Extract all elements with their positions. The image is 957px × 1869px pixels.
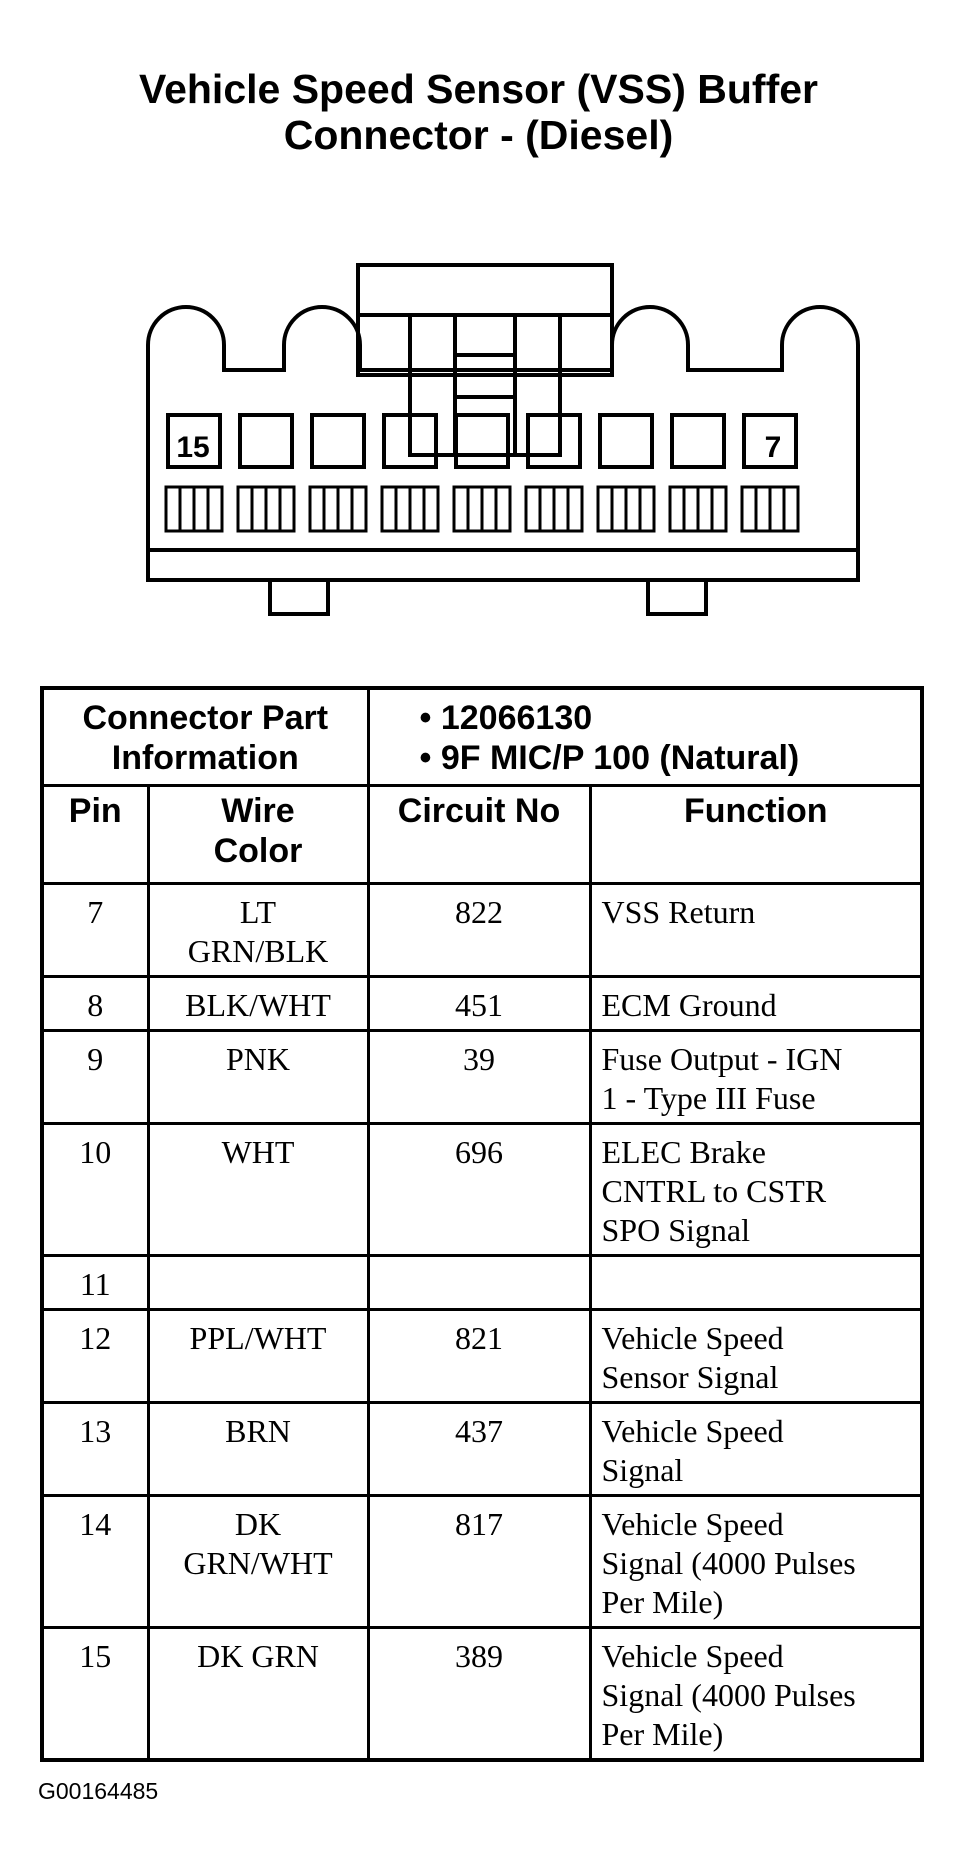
- pin-function-line: Sensor Signal: [601, 1359, 779, 1395]
- figure-id: G00164485: [38, 1778, 159, 1804]
- title-line-2: Connector - (Diesel): [283, 112, 674, 158]
- part-description: • 9F MIC/P 100 (Natural): [420, 738, 921, 778]
- pin-number: 9: [42, 1031, 148, 1124]
- pin-function: [590, 884, 922, 977]
- pin-number: 13: [42, 1403, 148, 1496]
- latch-housing-top: [358, 265, 612, 315]
- header-pin: Pin: [42, 786, 148, 884]
- wire-color-line: DK: [234, 1506, 282, 1542]
- pin-number: 14: [42, 1496, 148, 1628]
- pin-function-line: SPO Signal: [601, 1212, 750, 1248]
- connector-body: [148, 307, 858, 580]
- pin-number: 8: [42, 977, 148, 1031]
- wire-color-line: PPL/WHT: [189, 1320, 327, 1356]
- part-number: • 12066130: [420, 698, 921, 738]
- pin-row: [42, 1256, 922, 1310]
- pin-function: [590, 1628, 922, 1761]
- part-info-values: [368, 688, 922, 786]
- pin-cavity: [600, 415, 652, 467]
- circuit-number: 822: [368, 884, 590, 977]
- wire-color: [148, 884, 368, 977]
- pin-number: 12: [42, 1310, 148, 1403]
- pin-row: [42, 1031, 922, 1124]
- pin-cavity: [312, 415, 364, 467]
- latch-housing-lower: [358, 315, 612, 375]
- circuit-number: 437: [368, 1403, 590, 1496]
- pin-number: 15: [42, 1628, 148, 1761]
- pin-label-15: 15: [176, 431, 210, 464]
- wire-color: [148, 1310, 368, 1403]
- pin-function-line: Fuse Output - IGN: [601, 1041, 843, 1077]
- part-info-label-line-1: Connector Part: [82, 699, 329, 737]
- pin-row: [42, 977, 922, 1031]
- connector-pin-table: [40, 686, 924, 1762]
- circuit-number: 451: [368, 977, 590, 1031]
- pin-number: 10: [42, 1124, 148, 1256]
- pin-row: [42, 1403, 922, 1496]
- pin-cavity: [528, 415, 580, 467]
- header-wire-color-line-2: Color: [213, 832, 303, 870]
- circuit-number: 39: [368, 1031, 590, 1124]
- wire-color: [148, 1256, 368, 1310]
- pin-function-line: Vehicle Speed: [601, 1638, 784, 1674]
- pin-function-line: Signal: [601, 1452, 684, 1488]
- pin-label-7: 7: [764, 431, 782, 464]
- header-row: [42, 786, 922, 884]
- header-circuit-no: Circuit No: [368, 786, 590, 884]
- header-wire-color-line-1: Wire: [221, 792, 295, 830]
- pin-function-line: Signal (4000 Pulses: [601, 1545, 856, 1581]
- part-info-label-line-2: Information: [111, 739, 299, 777]
- part-info-row: [42, 688, 922, 786]
- circuit-number: 696: [368, 1124, 590, 1256]
- pin-function: [590, 1403, 922, 1496]
- pin-row: [42, 1124, 922, 1256]
- pin-function-line: Vehicle Speed: [601, 1320, 784, 1356]
- pin-cavity: [672, 415, 724, 467]
- circuit-number: 389: [368, 1628, 590, 1761]
- part-info-label: [42, 688, 368, 786]
- wire-color: [148, 1496, 368, 1628]
- wire-color-line: DK GRN: [197, 1638, 319, 1674]
- header-wire-color: [148, 786, 368, 884]
- pin-function-line: Vehicle Speed: [601, 1506, 784, 1542]
- connector-foot-right: [648, 580, 706, 614]
- pin-function-line: ECM Ground: [601, 987, 777, 1023]
- pin-function-line: 1 - Type III Fuse: [601, 1080, 816, 1116]
- pin-row: [42, 884, 922, 977]
- wire-color-line: GRN/WHT: [183, 1545, 333, 1581]
- pin-function-line: VSS Return: [601, 894, 756, 930]
- wire-color: [148, 1031, 368, 1124]
- wire-color: [148, 1124, 368, 1256]
- pin-number: 11: [42, 1256, 148, 1310]
- pin-cavity: [456, 415, 508, 467]
- pin-function-line: Vehicle Speed: [601, 1413, 784, 1449]
- wire-color: [148, 1403, 368, 1496]
- circuit-number: [368, 1256, 590, 1310]
- pin-function: [590, 1124, 922, 1256]
- pin-function-line: ELEC Brake: [601, 1134, 766, 1170]
- diagram-title: [0, 66, 957, 158]
- wire-color: [148, 1628, 368, 1761]
- connector-foot-left: [270, 580, 328, 614]
- wire-color: [148, 977, 368, 1031]
- pin-number: 7: [42, 884, 148, 977]
- wire-color-line: LT: [239, 894, 277, 930]
- pin-function: [590, 1496, 922, 1628]
- wire-color-line: PNK: [225, 1041, 290, 1077]
- pin-function-line: Per Mile): [601, 1716, 724, 1752]
- pin-function: [590, 1310, 922, 1403]
- pin-function-line: CNTRL to CSTR: [601, 1173, 827, 1209]
- wire-color-line: GRN/BLK: [187, 933, 329, 969]
- wire-color-line: BRN: [225, 1413, 291, 1449]
- pin-row: [42, 1310, 922, 1403]
- pin-row: [42, 1496, 922, 1628]
- circuit-number: 817: [368, 1496, 590, 1628]
- pin-function: [590, 977, 922, 1031]
- latch-center: [410, 315, 560, 455]
- pin-function-line: Signal (4000 Pulses: [601, 1677, 856, 1713]
- pin-function: [590, 1031, 922, 1124]
- pin-function-line: Per Mile): [601, 1584, 724, 1620]
- wire-color-line: BLK/WHT: [185, 987, 331, 1023]
- pin-function: [590, 1256, 922, 1310]
- title-line-1: Vehicle Speed Sensor (VSS) Buffer: [139, 66, 818, 112]
- header-function: Function: [590, 786, 922, 884]
- pin-cavity: [240, 415, 292, 467]
- wire-color-line: WHT: [221, 1134, 295, 1170]
- connector-drawing: [0, 255, 957, 625]
- circuit-number: 821: [368, 1310, 590, 1403]
- pin-row: [42, 1628, 922, 1761]
